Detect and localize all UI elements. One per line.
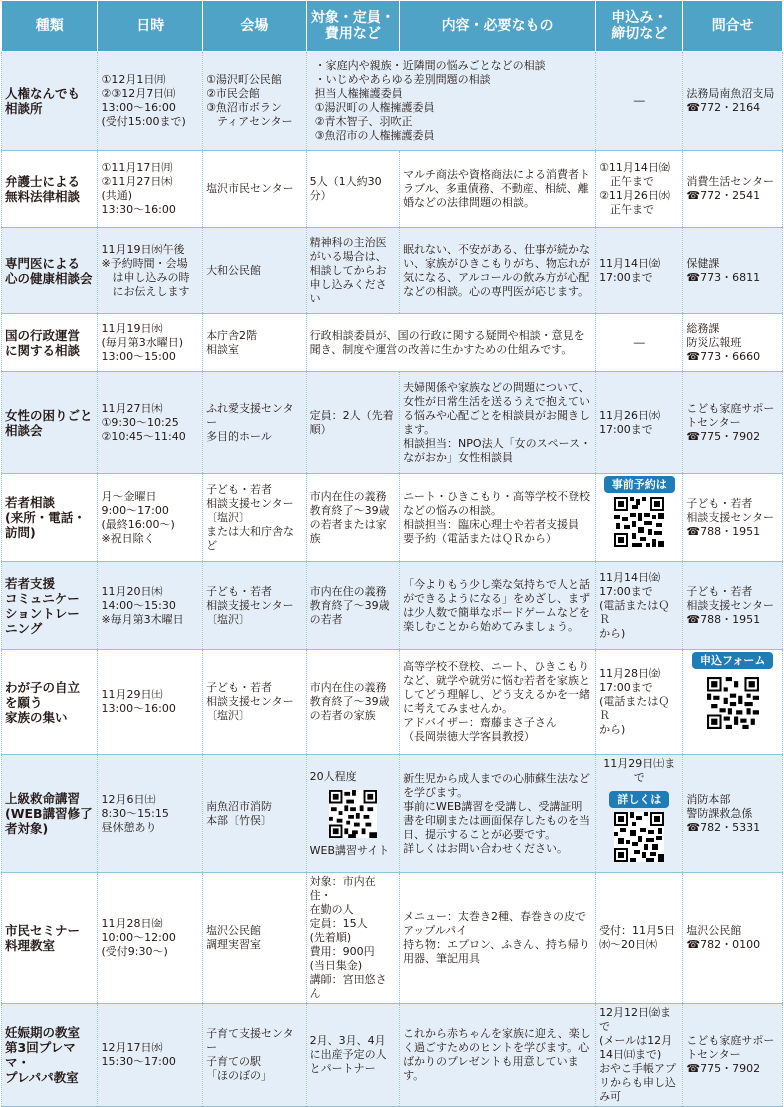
header-apply: 申込み・ 締切など [596, 1, 683, 52]
row-venue: 子ども・若者 相談支援センター 〔塩沢〕 または大和庁舎など [203, 474, 307, 562]
row-content: 行政相談委員が、国の行政に関する疑問や相談・意見を聞き、制度や運営の改善に生かすための仕組みです。 [306, 314, 595, 372]
qr-code-icon[interactable] [614, 812, 664, 862]
reservation-label: 事前予約は [604, 476, 675, 493]
row-datetime: 月〜金曜日 9:00〜17:00 (最終16:00〜) ※祝日除く [98, 474, 203, 562]
table-row [2, 562, 783, 650]
header-content: 内容・必要なもの [400, 1, 596, 52]
header-venue: 会場 [203, 1, 307, 52]
web-course-site-label: WEB講習サイト [309, 843, 390, 857]
row-target [306, 755, 399, 873]
row-contact: 塩沢公民館 ☎782・0100 [683, 873, 783, 1004]
row-contact: 法務局南魚沼支局 ☎772・2164 [683, 52, 783, 151]
row-target: 定員：2人（先着順） [306, 372, 399, 474]
row-datetime: ①12月1日㈪ ②③12月7日㈰ 13:00〜16:00 (受付15:00まで) [98, 52, 203, 151]
row-datetime: 11月20日㈭ 14:00〜15:30 ※毎月第3木曜日 [98, 562, 203, 650]
row-apply: 11月26日㈬ 17:00まで [596, 372, 683, 474]
row-apply: 11月14日㈮ 17:00まで [596, 228, 683, 314]
row-apply: ①11月14日㈮ 正午まで ②11月26日㈬ 正午まで [596, 151, 683, 228]
row-type: 人権なんでも 相談所 [2, 52, 98, 151]
row-venue: 塩沢公民館 調理実習室 [203, 873, 307, 1004]
row-contact: 子ども・若者 相談支援センター ☎788・1951 [683, 562, 783, 650]
row-contact [683, 650, 783, 755]
row-apply [596, 755, 683, 873]
row-type: 弁護士による 無料法律相談 [2, 151, 98, 228]
apply-form-label: 申込フォーム [692, 652, 773, 669]
row-target: 精神科の主治医がいる場合は、相談してからお申し込みください [306, 228, 399, 314]
row-content: 「今よりもう少し楽な気持ちで人と話ができるようになる」をめざし、まずは少人数で簡単なボードゲームなどを楽しむことから始めてみましょう。 [400, 562, 596, 650]
target-capacity: 20人程度 [309, 769, 357, 783]
row-apply: 11月14日㈮ 17:00まで (電話またはＱＲ から) [596, 562, 683, 650]
row-content: 新生児から成人までの心肺蘇生法などを学びます。 事前にWEB講習を受講し、受講証明書を印刷または画面保存したものを当日、提示することが必要です。 詳しくはお問い合わせください。 [400, 755, 596, 873]
row-datetime: ①11月17日㈪ ②11月27日㈭ (共通) 13:30〜16:00 [98, 151, 203, 228]
qr-code-icon[interactable] [614, 497, 664, 547]
row-type: 市民セミナー 料理教室 [2, 873, 98, 1004]
row-apply [596, 474, 683, 562]
row-content: これから赤ちゃんを家族に迎え、楽しく過ごすためのヒントを学びます。心ばかりのプレゼントも用意しています。 [400, 1004, 596, 1107]
table-row [2, 228, 783, 314]
row-venue: 塩沢市民センター [203, 151, 307, 228]
row-apply: 12月12日㈮まで (メールは12月 14日㈰まで) おやこ手帳アプ リからも申し込 み可 [596, 1004, 683, 1107]
row-contact: 消防本部 警防課救急係 ☎782・5331 [683, 755, 783, 873]
row-venue: 本庁舎2階 相談室 [203, 314, 307, 372]
row-venue: 南魚沼市消防 本部〔竹俣〕 [203, 755, 307, 873]
table-row [2, 314, 783, 372]
table-header-row [2, 1, 783, 52]
row-venue: ふれ愛支援センター 多目的ホール [203, 372, 307, 474]
row-venue: 子育て支援センター 子育ての駅 「ほのぼの」 [203, 1004, 307, 1107]
row-type: 若者支援 コミュニケー ショントレー ニング [2, 562, 98, 650]
row-apply: 11月28日㈮ 17:00まで (電話またはＱＲ から) [596, 650, 683, 755]
row-contact: こども家庭サポートセンター ☎775・7902 [683, 1004, 783, 1107]
table-row [2, 474, 783, 562]
row-datetime: 11月19日㈬ (毎月第3水曜日) 13:00〜15:00 [98, 314, 203, 372]
row-datetime: 12月17日㈬ 15:30〜17:00 [98, 1004, 203, 1107]
row-target: 2月、3月、4月に出産予定の人とパートナー [306, 1004, 399, 1107]
row-contact: こども家庭サポートセンター ☎775・7902 [683, 372, 783, 474]
row-datetime: 11月29日㈯ 13:00〜16:00 [98, 650, 203, 755]
row-apply: ― [596, 314, 683, 372]
events-table [1, 0, 783, 1107]
row-type: わが子の自立 を願う 家族の集い [2, 650, 98, 755]
row-contact: 総務課 防災広報班 ☎773・6660 [683, 314, 783, 372]
row-venue: 子ども・若者 相談支援センター 〔塩沢〕 [203, 650, 307, 755]
header-datetime: 日時 [98, 1, 203, 52]
table-row [2, 151, 783, 228]
table-row [2, 372, 783, 474]
row-target: 対象：市内在住・ 在勤の人 定員：15人 (先着順) 費用：900円 (当日集金) 講師：宮田悠さん [306, 873, 399, 1004]
row-contact: 子ども・若者 相談支援センター ☎788・1951 [683, 474, 783, 562]
row-venue: ①湯沢町公民館 ②市民会館 ③魚沼市ボラン ティアセンター [203, 52, 307, 151]
row-type: 若者相談 (来所・電話・ 訪問) [2, 474, 98, 562]
row-content: 高等学校不登校、ニート、ひきこもりなど、就学や就労に悩む若者を家族としてどう理解し、どう支えるかを一緒に考えてみませんか。 アドバイザー：齋藤まさ子さん （長岡崇徳大学客員教授） [400, 650, 596, 755]
row-contact: 保健課 ☎773・6811 [683, 228, 783, 314]
row-type: 国の行政運営 に関する相談 [2, 314, 98, 372]
row-content: ニート・ひきこもり・高等学校不登校などの悩みの相談。 相談担当：臨床心理士や若者支援員 要予約（電話またはＱＲから） [400, 474, 596, 562]
qr-code-icon[interactable] [707, 677, 759, 729]
row-target: 市内在住の義務教育終了〜39歳の若者 [306, 562, 399, 650]
table-row [2, 650, 783, 755]
row-target: 市内在住の義務教育終了〜39歳の若者の家族 [306, 650, 399, 755]
table-row [2, 1004, 783, 1107]
table-row [2, 52, 783, 151]
row-venue: 子ども・若者 相談支援センター 〔塩沢〕 [203, 562, 307, 650]
table-row [2, 873, 783, 1004]
header-type: 種類 [2, 1, 98, 52]
row-content: 眠れない、不安がある、仕事が続かない、家族がひきこもりがち、物忘れが気になる、アルコールの飲み方が心配などの相談。心の専門医が応じます。 [400, 228, 596, 314]
row-target: 5人（1人約30分） [306, 151, 399, 228]
header-contact: 問合せ [683, 1, 783, 52]
row-type: 妊娠期の教室 第3回プレママ・ プレパパ教室 [2, 1004, 98, 1107]
table-row [2, 755, 783, 873]
row-apply: 受付：11月5日 ㈬〜20日㈭ [596, 873, 683, 1004]
row-content: マルチ商法や資格商法による消費者トラブル、多重債務、不動産、相続、離婚などの法律問題の相談。 [400, 151, 596, 228]
header-target: 対象・定員・ 費用など [306, 1, 399, 52]
row-content: メニュー：太巻き2種、春巻きの皮でアップルパイ 持ち物：エプロン、ふきん、持ち帰り用器、筆記用具 [400, 873, 596, 1004]
row-type: 上級救命講習 (WEB講習修了 者対象) [2, 755, 98, 873]
row-content: ・家庭内や親族・近隣間の悩みごとなどの相談 ・いじめやあらゆる差別問題の相談 担当人権擁護委員 ①湯沢町の人権擁護委員 ②青木智子、羽吹正 ③魚沼市の人権擁護委員 [306, 52, 595, 151]
row-type: 女性の困りごと 相談会 [2, 372, 98, 474]
apply-deadline: 11月29日㈯まで [603, 757, 676, 784]
row-datetime: 12月6日㈯ 8:30〜15:15 昼休憩あり [98, 755, 203, 873]
row-content: 夫婦関係や家族などの問題について、女性が日常生活を送るうえで抱えている悩みや心配ごとを相談員がお聞きします。 相談担当：NPO法人「女のスペース・ながおか」女性相談員 [400, 372, 596, 474]
details-label: 詳しくは [609, 791, 669, 808]
row-type: 専門医による 心の健康相談会 [2, 228, 98, 314]
row-apply: ― [596, 52, 683, 151]
row-datetime: 11月28日㈮ 10:00〜12:00 (受付9:30〜) [98, 873, 203, 1004]
row-target: 市内在住の義務教育終了〜39歳の若者または家族 [306, 474, 399, 562]
row-datetime: 11月19日㈬午後 ※予約時間・会場 は申し込みの時 にお伝えします [98, 228, 203, 314]
row-contact: 消費生活センター ☎772・2541 [683, 151, 783, 228]
qr-code-icon[interactable] [329, 790, 377, 838]
row-venue: 大和公民館 [203, 228, 307, 314]
row-datetime: 11月27日㈭ ①9:30〜10:25 ②10:45〜11:40 [98, 372, 203, 474]
